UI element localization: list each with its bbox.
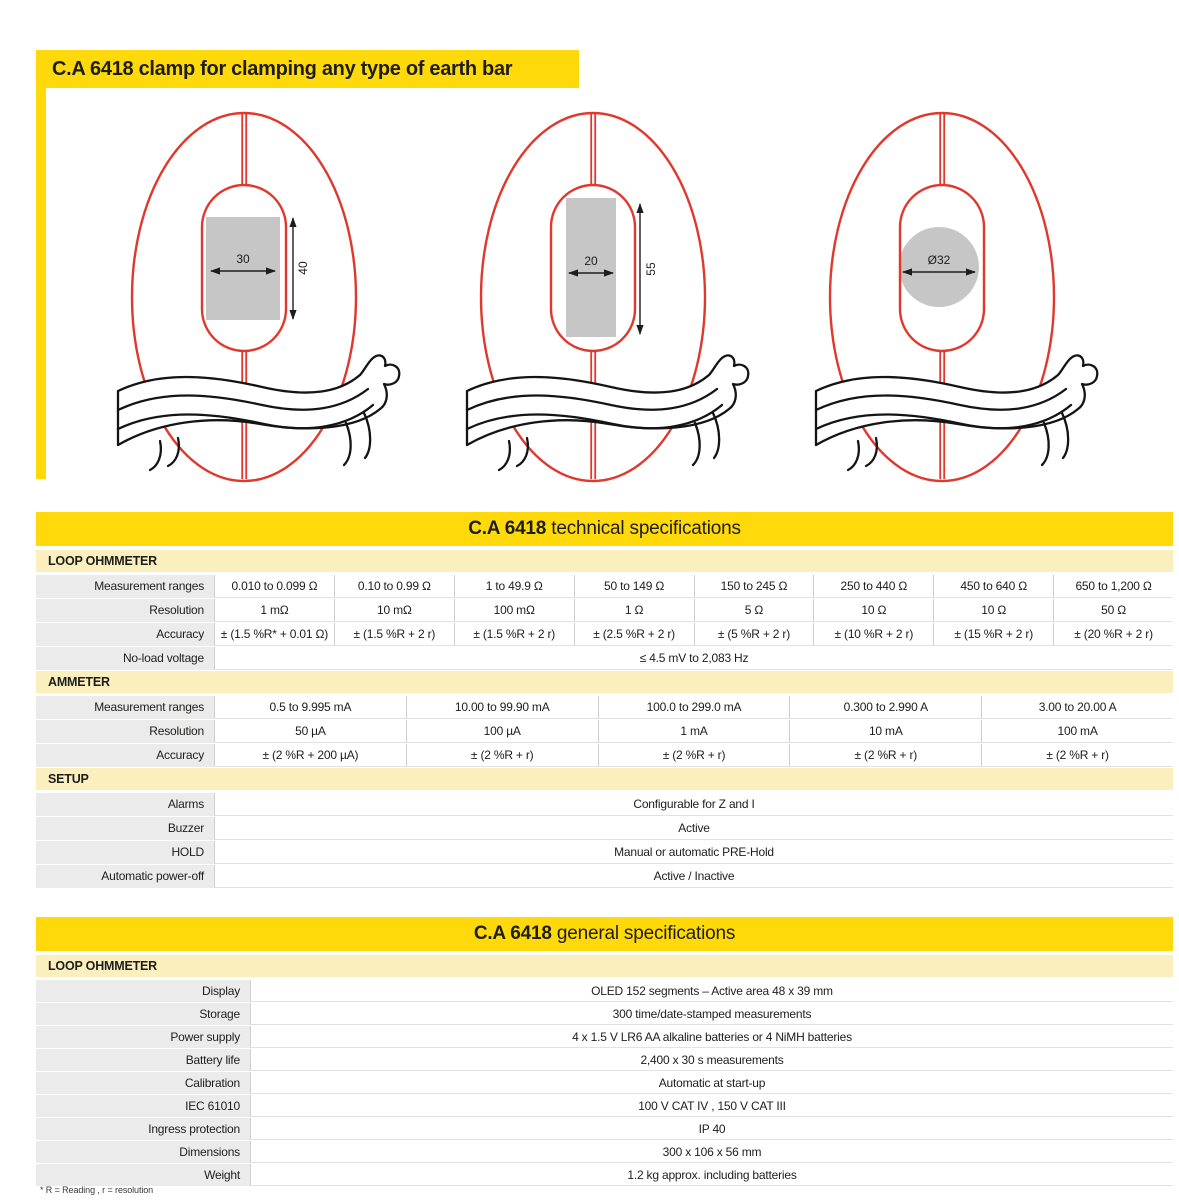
spec-row-label: Resolution <box>36 720 214 743</box>
spec-value-cell: 50 Ω <box>1053 599 1173 622</box>
technical-specifications-table <box>36 512 1173 889</box>
general-specifications-table <box>36 917 1173 1187</box>
spec-row <box>36 817 1173 840</box>
general-table-title <box>36 917 1173 951</box>
spec-value-cell: ± (1.5 %R* + 0.01 Ω) <box>214 623 334 646</box>
spec-row-label: IEC 61010 <box>36 1095 250 1117</box>
spec-value-cell: 1 Ω <box>574 599 694 622</box>
spec-value-cell: 50 µA <box>214 720 406 743</box>
spec-value-cell: Active / Inactive <box>214 865 1173 888</box>
spec-value-cell: 100 mA <box>981 720 1173 743</box>
spec-row <box>36 865 1173 888</box>
clamp-diagram-rect-20x55 <box>459 105 779 505</box>
spec-row-label: Power supply <box>36 1026 250 1048</box>
spec-row-label: Resolution <box>36 599 214 622</box>
spec-value-cell: 0.300 to 2.990 A <box>789 696 981 719</box>
spec-value-cell: OLED 152 segments – Active area 48 x 39 mm <box>250 980 1173 1002</box>
spec-value-cell: ± (1.5 %R + 2 r) <box>454 623 574 646</box>
spec-row <box>36 744 1173 767</box>
spec-row-label: Storage <box>36 1003 250 1025</box>
spec-row <box>36 1164 1173 1186</box>
clamp-body <box>816 355 1097 470</box>
spec-value-cell: 150 to 245 Ω <box>694 575 814 598</box>
spec-row <box>36 793 1173 816</box>
table-section-header: AMMETER <box>36 671 1173 693</box>
spec-value-cell: 10.00 to 99.90 mA <box>406 696 598 719</box>
clamp-body <box>118 355 399 470</box>
spec-value-cell: ≤ 4.5 mV to 2,083 Hz <box>214 647 1173 670</box>
width-dimension-label: 30 <box>236 252 250 266</box>
spec-value-cell: ± (10 %R + 2 r) <box>813 623 933 646</box>
clamp-diagram-round-32 <box>808 105 1128 505</box>
spec-value-cell: 100.0 to 299.0 mA <box>598 696 790 719</box>
spec-row <box>36 980 1173 1002</box>
spec-value-cell: 1 mΩ <box>214 599 334 622</box>
spec-value-cell: ± (2 %R + r) <box>981 744 1173 767</box>
spec-value-cell: ± (2.5 %R + 2 r) <box>574 623 694 646</box>
spec-value-cell: 10 Ω <box>813 599 933 622</box>
left-accent-bar <box>36 50 46 479</box>
height-dimension-label: 40 <box>296 261 310 275</box>
spec-row <box>36 647 1173 670</box>
general-table-body <box>36 955 1173 1186</box>
spec-value-cell: Configurable for Z and I <box>214 793 1173 816</box>
spec-value-cell: 450 to 640 Ω <box>933 575 1053 598</box>
spec-row-label: HOLD <box>36 841 214 864</box>
busbar-cross-section <box>899 227 979 307</box>
spec-row <box>36 1003 1173 1025</box>
spec-row-label: No-load voltage <box>36 647 214 670</box>
spec-value-cell: Manual or automatic PRE-Hold <box>214 841 1173 864</box>
spec-value-cell: 1 to 49.9 Ω <box>454 575 574 598</box>
spec-value-cell: ± (20 %R + 2 r) <box>1053 623 1173 646</box>
table-section-header: LOOP OHMMETER <box>36 550 1173 572</box>
spec-row <box>36 696 1173 719</box>
jaw-split-top <box>940 113 944 185</box>
spec-value-cell: ± (15 %R + 2 r) <box>933 623 1053 646</box>
table-title-text: general specifications <box>551 923 736 944</box>
spec-value-cell: 10 mA <box>789 720 981 743</box>
spec-value-cell: 0.010 to 0.099 Ω <box>214 575 334 598</box>
spec-value-cell: ± (1.5 %R + 2 r) <box>334 623 454 646</box>
spec-value-cell: 100 mΩ <box>454 599 574 622</box>
spec-row <box>36 599 1173 622</box>
table-section-header: SETUP <box>36 768 1173 790</box>
spec-value-cell: 1.2 kg approx. including batteries <box>250 1164 1173 1186</box>
spec-row-label: Measurement ranges <box>36 575 214 598</box>
spec-row-label: Battery life <box>36 1049 250 1071</box>
spec-value-cell: 5 Ω <box>694 599 814 622</box>
clamp-body <box>467 355 748 470</box>
spec-value-cell: 650 to 1,200 Ω <box>1053 575 1173 598</box>
spec-value-cell: 1 mA <box>598 720 790 743</box>
spec-row-label: Buzzer <box>36 817 214 840</box>
spec-row <box>36 841 1173 864</box>
clamp-diagram-rect-30x40 <box>110 105 430 505</box>
spec-value-cell: 2,400 x 30 s measurements <box>250 1049 1173 1071</box>
spec-row <box>36 623 1173 646</box>
spec-value-cell: IP 40 <box>250 1118 1173 1140</box>
spec-row-label: Display <box>36 980 250 1002</box>
spec-value-cell: 10 Ω <box>933 599 1053 622</box>
spec-row-label: Accuracy <box>36 744 214 767</box>
height-dimension-label: 55 <box>644 262 658 276</box>
spec-row <box>36 1072 1173 1094</box>
spec-row <box>36 1095 1173 1117</box>
spec-row <box>36 1118 1173 1140</box>
jaw-split-top <box>591 113 595 185</box>
spec-row <box>36 1026 1173 1048</box>
table-title-model: C.A 6418 <box>468 518 547 539</box>
technical-table-title <box>36 512 1173 546</box>
spec-row <box>36 1049 1173 1071</box>
width-dimension-label: 20 <box>584 254 598 268</box>
spec-value-cell: 4 x 1.5 V LR6 AA alkaline batteries or 4 NiMH batteries <box>250 1026 1173 1048</box>
spec-row-label: Dimensions <box>36 1141 250 1163</box>
table-title-text: technical specifications <box>546 518 741 539</box>
spec-row-label: Calibration <box>36 1072 250 1094</box>
spec-value-cell: 250 to 440 Ω <box>813 575 933 598</box>
spec-value-cell: 10 mΩ <box>334 599 454 622</box>
spec-value-cell: 100 V CAT IV , 150 V CAT III <box>250 1095 1173 1117</box>
technical-table-body <box>36 550 1173 888</box>
table-section-header: LOOP OHMMETER <box>36 955 1173 977</box>
spec-value-cell: ± (2 %R + r) <box>406 744 598 767</box>
spec-value-cell: 0.10 to 0.99 Ω <box>334 575 454 598</box>
spec-row-label: Ingress protection <box>36 1118 250 1140</box>
spec-value-cell: Active <box>214 817 1173 840</box>
page-title: C.A 6418 clamp for clamping any type of earth bar <box>36 50 579 88</box>
spec-row <box>36 720 1173 743</box>
spec-value-cell: 300 x 106 x 56 mm <box>250 1141 1173 1163</box>
height-arrow <box>636 203 643 335</box>
spec-row <box>36 575 1173 598</box>
spec-value-cell: 300 time/date-stamped measurements <box>250 1003 1173 1025</box>
spec-row-label: Accuracy <box>36 623 214 646</box>
spec-row-label: Automatic power-off <box>36 865 214 888</box>
spec-row-label: Measurement ranges <box>36 696 214 719</box>
spec-value-cell: 50 to 149 Ω <box>574 575 694 598</box>
spec-value-cell: ± (2 %R + 200 µA) <box>214 744 406 767</box>
spec-row <box>36 1141 1173 1163</box>
spec-value-cell: ± (2 %R + r) <box>789 744 981 767</box>
jaw-split-top <box>242 113 246 185</box>
spec-value-cell: ± (2 %R + r) <box>598 744 790 767</box>
diameter-dimension-label: Ø32 <box>927 253 951 267</box>
footnote: * R = Reading , r = resolution <box>40 1185 154 1195</box>
spec-value-cell: 100 µA <box>406 720 598 743</box>
spec-row-label: Alarms <box>36 793 214 816</box>
table-title-model: C.A 6418 <box>473 923 552 944</box>
spec-row-label: Weight <box>36 1164 250 1186</box>
spec-value-cell: 3.00 to 20.00 A <box>981 696 1173 719</box>
spec-value-cell: Automatic at start-up <box>250 1072 1173 1094</box>
spec-value-cell: ± (5 %R + 2 r) <box>694 623 814 646</box>
spec-value-cell: 0.5 to 9.995 mA <box>214 696 406 719</box>
